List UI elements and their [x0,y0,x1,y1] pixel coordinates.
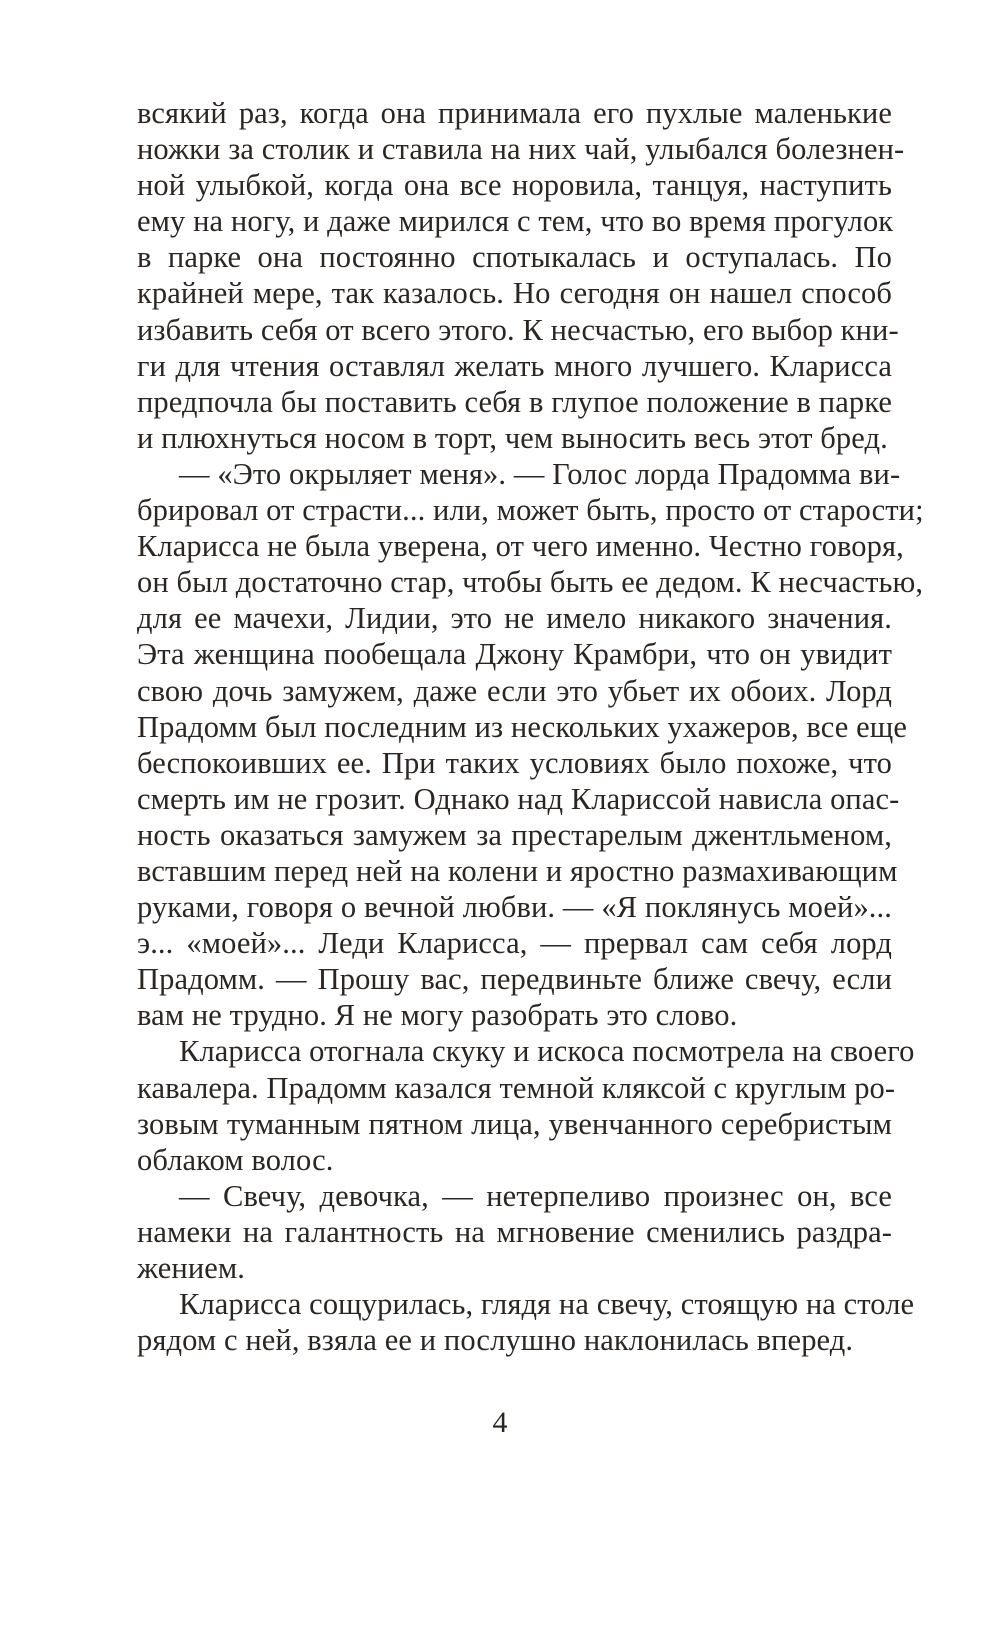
text-line: всякий раз, когда она принимала его пухлые маленькие [137,96,892,130]
text-line: в парке она постоянно спотыкалась и оступалась. По [137,240,892,275]
text-line: жением. [137,1251,246,1285]
text-line: он был достаточно стар, чтобы быть ее дедом. К несчастью, [137,565,924,600]
text-line: ножки за столик и ставила на них чай, улыбался болезнен- [137,132,905,167]
text-line: и плюхнуться носом в торт, чем выносить весь этот бред. [137,420,888,455]
text-line: ной улыбкой, когда она все норовила, танцуя, наступить [137,168,892,203]
text-line: облаком волос. [137,1142,334,1177]
text-line: — «Это окрыляет меня». — Голос лорда Прадомма ви- [179,456,901,491]
text-line: ему на ногу, и даже мирился с тем, что во время прогулок [137,204,894,239]
text-line: руками, говоря о вечной любви. — «Я поклянусь моей»... [137,890,892,925]
text-line: беспокоивших ее. При таких условиях было похоже, что [137,745,892,780]
text-line: крайней мере, так казалось. Но сегодня он нашел способ [137,276,892,311]
text-line: для ее мачехи, Лидии, это не имело никакого значения. [137,601,892,636]
text-line: ность оказаться замужем за престарелым джентльменом, [137,817,892,852]
text-line: Прадомм был последним из нескольких ухажеров, все еще [137,709,907,744]
text-line: Прадомм. — Прошу вас, передвиньте ближе свечу, если [137,962,892,997]
text-line: предпочла бы поставить себя в глупое положение в парке [137,384,892,419]
text-line: вам не трудно. Я не могу разобрать это слово. [137,998,738,1033]
text-line: Кларисса не была уверена, от чего именно. Честно говоря, [137,529,904,564]
text-line: избавить себя от всего этого. К несчастью, его выбор кни- [137,312,899,347]
text-line: — Свечу, девочка, — нетерпеливо произнес он, все [179,1178,892,1213]
text-line: вставшим перед ней на колени и яростно размахивающим [137,853,898,888]
text-line: ги для чтения оставлял желать много лучшего. Кларисса [137,348,892,383]
text-line: брировал от страсти... или, может быть, просто от старости; [137,493,924,528]
text-line: рядом с ней, взяла ее и послушно наклонилась вперед. [137,1323,854,1358]
text-line: э... «моей»... Леди Кларисса, — прервал сам себя лорд [137,926,892,961]
body-text [137,95,924,1358]
page-number: 4 [492,1406,508,1439]
text-line: кавалера. Прадомм казался темной кляксой с круглым ро- [137,1070,896,1105]
text-line: Кларисса отогнала скуку и искоса посмотрела на своего [179,1034,915,1069]
text-line: намеки на галантность на мгновение сменились раздра- [137,1214,892,1249]
text-line: свою дочь замужем, даже если это убьет их обоих. Лорд [137,673,892,708]
text-line: Кларисса сощурилась, глядя на свечу, стоящую на столе [179,1287,915,1322]
text-line: смерть им не грозит. Однако над Клариссой нависла опас- [137,781,900,816]
text-line: зовым туманным пятном лица, увенчанного серебристым [137,1106,892,1141]
text-line: Эта женщина пообещала Джону Крамбри, что он увидит [137,637,892,672]
